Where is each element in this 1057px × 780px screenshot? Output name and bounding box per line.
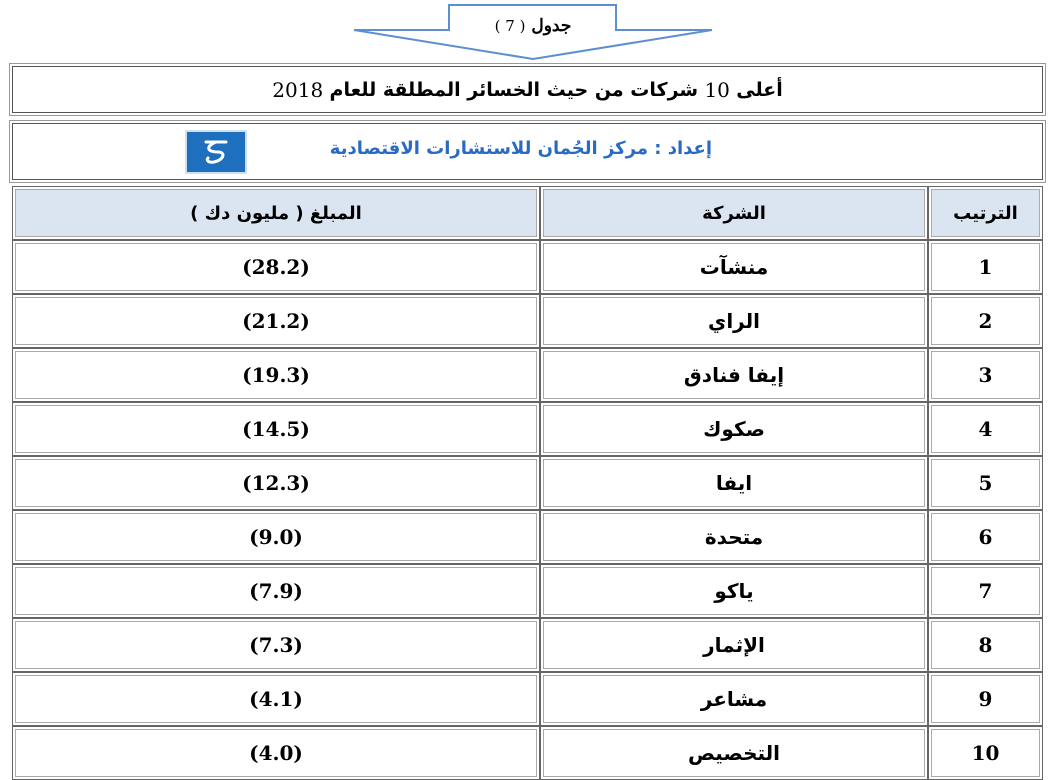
table-number-arrow (352, 2, 714, 62)
title-rest: شركات من حيث الخسائر المطلقة للعام (329, 78, 699, 101)
table-number-label (352, 16, 714, 36)
company-cell: متحدة (540, 510, 928, 564)
prepared-by-label: إعداد : (654, 138, 712, 159)
table-row (12, 672, 1043, 726)
company-cell: ايفا (540, 456, 928, 510)
company-cell: مشاعر (540, 672, 928, 726)
rank-cell: 6 (928, 510, 1043, 564)
company-cell: الراي (540, 294, 928, 348)
table-header-row (12, 186, 1043, 240)
amount-cell: (28.2) (12, 240, 540, 294)
table-row (12, 348, 1043, 402)
jumman-logo-icon (185, 130, 247, 174)
amount-cell: (19.3) (12, 348, 540, 402)
amount-cell: (4.0) (12, 726, 540, 780)
rank-cell: 7 (928, 564, 1043, 618)
header-rank: الترتيب (928, 186, 1043, 240)
amount-cell: (9.0) (12, 510, 540, 564)
table-row (12, 456, 1043, 510)
rank-cell: 4 (928, 402, 1043, 456)
table-number-text: ( 7 ) (494, 17, 526, 35)
company-cell: منشآت (540, 240, 928, 294)
rank-cell: 5 (928, 456, 1043, 510)
amount-cell: (14.5) (12, 402, 540, 456)
company-cell: صكوك (540, 402, 928, 456)
amount-cell: (7.3) (12, 618, 540, 672)
header-company: الشركة (540, 186, 928, 240)
rank-cell: 3 (928, 348, 1043, 402)
rank-cell: 9 (928, 672, 1043, 726)
amount-cell: (4.1) (12, 672, 540, 726)
table-label-text: جدول (531, 16, 572, 36)
prepared-by-banner (12, 123, 1043, 180)
table-row (12, 294, 1043, 348)
rank-cell: 10 (928, 726, 1043, 780)
amount-cell: (21.2) (12, 294, 540, 348)
title-top-word: أعلى (736, 78, 783, 101)
table-title (12, 66, 1043, 113)
amount-cell: (12.3) (12, 456, 540, 510)
rank-cell: 8 (928, 618, 1043, 672)
header-amount: المبلغ ( مليون دك ) (12, 186, 540, 240)
title-year: 2018 (272, 77, 324, 102)
title-count: 10 (704, 77, 730, 102)
rank-cell: 1 (928, 240, 1043, 294)
company-cell: ياكو (540, 564, 928, 618)
company-cell: التخصيص (540, 726, 928, 780)
table-row (12, 240, 1043, 294)
amount-cell: (7.9) (12, 564, 540, 618)
prepared-by-name: مركز الجُمان للاستشارات الاقتصادية (329, 138, 648, 159)
rank-cell: 2 (928, 294, 1043, 348)
losses-table (12, 186, 1043, 780)
prepared-by-text (330, 138, 712, 159)
table-row (12, 402, 1043, 456)
company-cell: الإثمار (540, 618, 928, 672)
company-cell: إيفا فنادق (540, 348, 928, 402)
table-row (12, 618, 1043, 672)
table-row (12, 564, 1043, 618)
table-row (12, 726, 1043, 780)
table-row (12, 510, 1043, 564)
